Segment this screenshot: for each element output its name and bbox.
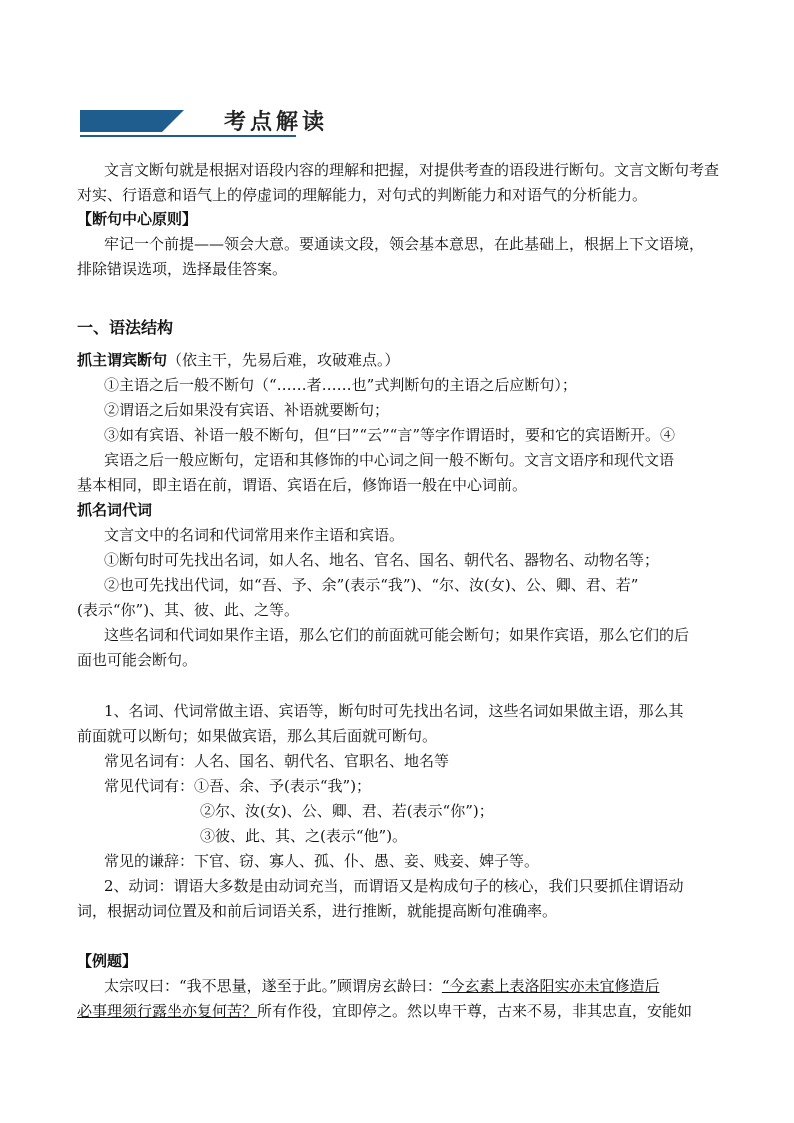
example-line-1-underlined: “今玄素上表洛阳实亦未宜修造后 [441,977,660,995]
noun-line-2: ①断句时可先找出名词，如人名、地名、官名、国名、朝代名、器物名、动物名等； [104,551,660,569]
example-label: 【例题】 [77,952,138,970]
example-line-2-plain: 所有作役，宜即停之。然以卑干尊，古来不易，非其忠直，安能如 [257,1002,693,1020]
example-line-1 [104,974,660,998]
example-line-2 [77,999,692,1023]
section-banner [80,105,329,137]
item1-line-2: 前面就可以断句；如果做宾语，那么其后面就可断句。 [77,727,438,745]
sub1-rest: （依主干，先易后难，攻破难点。） [167,351,400,369]
banner-tab-decoration [80,110,162,132]
item2-line-1: 2、动词：谓语大多数是由动词充当，而谓语又是构成句子的核心，我们只要抓住谓语动 [104,877,684,895]
noun-line-3: ②也可先找出代词，如“吾、予、余”(表示“我”)、“尔、汝(女)、公、卿、君、若” [104,576,639,594]
example-line-2-underlined: 必事理须行露坐亦复何苦？ [77,1002,258,1020]
sub1-label: 抓主谓宾断句 [77,351,168,369]
common-nouns: 常见名词有：人名、国名、朝代名、官职名、地名等 [104,752,450,770]
noun-line-4: (表示“你”)、其、彼、此、之等。 [77,601,300,619]
principle-label: 【断句中心原则】 [77,210,198,228]
item2-line-2: 词，根据动词位置及和前后词语关系，进行推断，就能提高断句准确率。 [77,902,558,920]
banner-underline [80,135,296,137]
principle-line-2: 排除错误选项，选择最佳答案。 [77,260,288,278]
example-line-1-plain: 太宗叹曰：“我不思量，遂至于此。”顾谓房玄龄曰： [104,977,442,995]
intro-line-2: 对实、行语意和语气上的停虚词的理解能力，对句式的判断能力和对语气的分析能力。 [77,186,648,204]
rule-5: 基本相同，即主语在前，谓语、宾语在后，修饰语一般在中心词前。 [77,476,528,494]
principle-line-1: 牢记一个前提——领会大意。要通读文段，领会基本意思，在此基础上，根据上下文语境， [104,235,705,253]
intro-line-1: 文言文断句就是根据对语段内容的理解和把握，对提供考查的语段进行断句。文言文断句考查 [104,161,720,179]
sub1-line [77,348,400,372]
section-heading: 一、语法结构 [77,318,174,337]
rule-1: ①主语之后一般不断句（“……者……也”式判断句的主语之后应断句）； [104,376,577,394]
common-pronouns-1: 常见代词有：①吾、余、予(表示“我”)； [104,777,372,795]
common-humble-terms: 常见的谦辞：下官、窃、寡人、孤、仆、愚、妾、贱妾、婢子等。 [104,852,540,870]
sub2-label: 抓名词代词 [77,501,153,519]
banner-title: 考点解读 [224,109,329,135]
noun-line-6: 面也可能会断句。 [77,651,198,669]
rule-4: 宾语之后一般应断句，定语和其修饰的中心词之间一般不断句。文言文语序和现代文语 [104,451,675,469]
common-pronouns-2: ②尔、汝(女)、公、卿、君、若(表示“你”)； [200,802,494,820]
item1-line-1: 1、名词、代词常做主语、宾语等，断句时可先找出名词，这些名词如果做主语，那么其 [104,702,684,720]
noun-line-1: 文言文中的名词和代词常用来作主语和宾语。 [104,526,405,544]
common-pronouns-3: ③彼、此、其、之(表示“他”)。 [200,827,408,845]
rule-3: ③如有宾语、补语一般不断句，但“曰”“云”“言”等字作谓语时，要和它的宾语断开。④ [104,426,676,444]
noun-line-5: 这些名词和代词如果作主语，那么它们的前面就可能会断句；如果作宾语，那么它们的后 [104,626,690,644]
rule-2: ②谓语之后如果没有宾语、补语就要断句； [104,401,390,419]
